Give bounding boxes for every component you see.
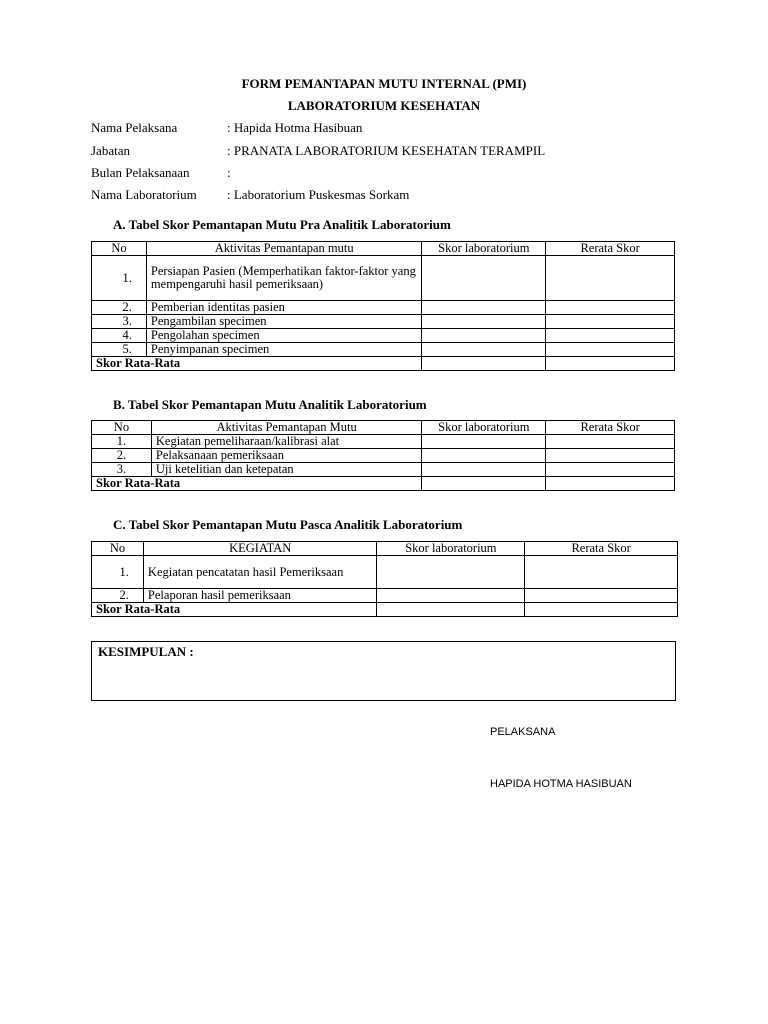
signature-name: HAPIDA HOTMA HASIBUAN — [490, 778, 632, 790]
rerata-cell[interactable] — [546, 477, 675, 491]
table-row — [92, 329, 675, 343]
skor-cell[interactable] — [422, 477, 546, 491]
info-value: : Hapida Hotma Hasibuan — [227, 120, 363, 135]
table-row — [92, 556, 678, 589]
rerata-cell[interactable] — [525, 556, 678, 589]
header-activity: Aktivitas Pemantapan Mutu — [151, 421, 422, 435]
info-value: : Laboratorium Puskesmas Sorkam — [227, 187, 410, 202]
footer-label: Skor Rata-Rata — [92, 603, 377, 617]
conclusion-label: KESIMPULAN : — [98, 644, 194, 659]
header-skor: Skor laboratorium — [377, 542, 525, 556]
form-subtitle: LABORATORIUM KESEHATAN — [287, 98, 481, 113]
table-footer-row — [92, 477, 675, 491]
row-no: 1. — [92, 256, 147, 301]
skor-cell[interactable] — [422, 435, 546, 449]
table-row — [92, 256, 675, 301]
section-b-heading: B. Tabel Skor Pemantapan Mutu Analitik Laboratorium — [113, 397, 427, 412]
info-label: Jabatan — [91, 143, 130, 158]
row-no: 1. — [92, 435, 152, 449]
skor-cell[interactable] — [422, 329, 546, 343]
info-row-bulan-pelaksanaan — [91, 165, 231, 181]
row-activity: Uji ketelitian dan ketepatan — [151, 463, 422, 477]
skor-cell[interactable] — [422, 357, 546, 371]
table-row — [92, 449, 675, 463]
table-row — [92, 343, 675, 357]
header-no: No — [92, 542, 144, 556]
row-no: 3. — [92, 315, 147, 329]
rerata-cell[interactable] — [546, 343, 675, 357]
skor-cell[interactable] — [422, 315, 546, 329]
rerata-cell[interactable] — [546, 329, 675, 343]
row-activity: Pengambilan specimen — [146, 315, 421, 329]
table-footer-row — [92, 603, 678, 617]
header-activity: KEGIATAN — [143, 542, 377, 556]
table-analitik — [91, 420, 675, 491]
info-label: Bulan Pelaksanaan — [91, 165, 190, 180]
row-activity: Persiapan Pasien (Memperhatikan faktor-faktor yang mempengaruhi hasil pemeriksaan) — [146, 256, 421, 301]
row-activity: Kegiatan pencatatan hasil Pemeriksaan — [143, 556, 377, 589]
header-skor: Skor laboratorium — [422, 421, 546, 435]
row-activity: Penyimpanan specimen — [146, 343, 421, 357]
rerata-cell[interactable] — [525, 589, 678, 603]
info-row-jabatan — [91, 143, 545, 159]
row-no: 5. — [92, 343, 147, 357]
info-row-nama-laboratorium — [91, 187, 409, 203]
header-rerata: Rerata Skor — [546, 421, 675, 435]
info-row-nama-pelaksana — [91, 120, 362, 136]
row-activity: Pemberian identitas pasien — [146, 301, 421, 315]
skor-cell[interactable] — [422, 256, 546, 301]
skor-cell[interactable] — [422, 449, 546, 463]
skor-cell[interactable] — [377, 556, 525, 589]
footer-label: Skor Rata-Rata — [92, 357, 422, 371]
rerata-cell[interactable] — [546, 357, 675, 371]
skor-cell[interactable] — [377, 589, 525, 603]
table-header-row — [92, 242, 675, 256]
header-skor: Skor laboratorium — [422, 242, 546, 256]
row-no: 2. — [92, 301, 147, 315]
row-no: 2. — [92, 589, 144, 603]
skor-cell[interactable] — [422, 463, 546, 477]
skor-cell[interactable] — [422, 301, 546, 315]
rerata-cell[interactable] — [546, 435, 675, 449]
row-no: 4. — [92, 329, 147, 343]
info-value: : — [227, 165, 231, 180]
row-no: 2. — [92, 449, 152, 463]
table-footer-row — [92, 357, 675, 371]
header-no: No — [92, 242, 147, 256]
info-label: Nama Laboratorium — [91, 187, 197, 202]
section-a-heading: A. Tabel Skor Pemantapan Mutu Pra Analitik Laboratorium — [113, 217, 451, 232]
row-activity: Pelaporan hasil pemeriksaan — [143, 589, 377, 603]
rerata-cell[interactable] — [546, 301, 675, 315]
form-title: FORM PEMANTAPAN MUTU INTERNAL (PMI) — [241, 76, 527, 91]
table-row — [92, 315, 675, 329]
row-activity: Pelaksanaan pemeriksaan — [151, 449, 422, 463]
header-rerata: Rerata Skor — [546, 242, 675, 256]
header-activity: Aktivitas Pemantapan mutu — [146, 242, 421, 256]
rerata-cell[interactable] — [546, 449, 675, 463]
rerata-cell[interactable] — [546, 315, 675, 329]
table-header-row — [92, 542, 678, 556]
table-row — [92, 589, 678, 603]
table-row — [92, 463, 675, 477]
signature-role: PELAKSANA — [490, 726, 556, 738]
skor-cell[interactable] — [422, 343, 546, 357]
table-row — [92, 435, 675, 449]
row-activity: Kegiatan pemeliharaan/kalibrasi alat — [151, 435, 422, 449]
table-header-row — [92, 421, 675, 435]
row-no: 3. — [92, 463, 152, 477]
table-row — [92, 301, 675, 315]
footer-label: Skor Rata-Rata — [92, 477, 422, 491]
header-rerata: Rerata Skor — [525, 542, 678, 556]
row-no: 1. — [92, 556, 144, 589]
table-pasca-analitik — [91, 541, 678, 617]
row-activity: Pengolahan specimen — [146, 329, 421, 343]
info-value: : PRANATA LABORATORIUM KESEHATAN TERAMPIL — [227, 143, 546, 158]
info-label: Nama Pelaksana — [91, 120, 178, 135]
header-no: No — [92, 421, 152, 435]
skor-cell[interactable] — [377, 603, 525, 617]
table-pra-analitik — [91, 241, 675, 371]
rerata-cell[interactable] — [546, 463, 675, 477]
rerata-cell[interactable] — [546, 256, 675, 301]
section-c-heading: C. Tabel Skor Pemantapan Mutu Pasca Analitik Laboratorium — [113, 517, 463, 532]
rerata-cell[interactable] — [525, 603, 678, 617]
conclusion-box[interactable] — [91, 641, 676, 701]
